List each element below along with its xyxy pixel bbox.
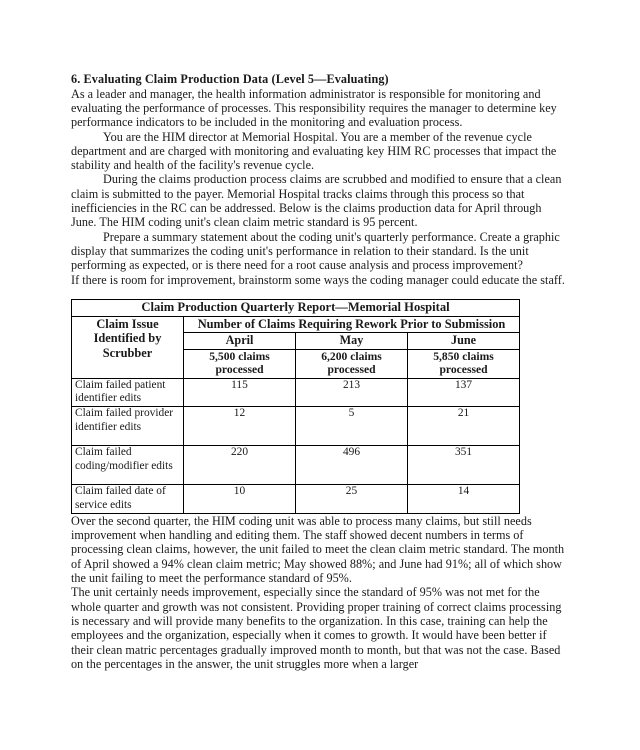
table-row	[72, 446, 520, 485]
row-value-may: 25	[296, 485, 408, 514]
intro-paragraph-3: During the claims production process claims are scrubbed and modified to ensure that a clean claim is submitted to the payer. Memorial Hospital tracks claims through this process so that inefficiencies in the RC can be addressed. Below is the claims production data for April through June. The HIM coding unit's clean claim metric standard is 95 percent.	[71, 172, 562, 230]
intro-paragraph-4: Prepare a summary statement about the coding unit's quarterly performance. Create a graphic display that summarizes the coding unit's performance in relation to their standard. Is the unit performing as expected, or is there need for a root cause analysis and process improvement?	[71, 229, 560, 273]
table-row	[72, 485, 520, 514]
row-label: Claim failed coding/modifier edits	[72, 446, 184, 485]
table-stub-header: Claim Issue Identified by Scrubber	[72, 316, 184, 378]
table-volume-june: 5,850 claims processed	[408, 349, 520, 378]
intro-paragraph-2: You are the HIM director at Memorial Hospital. You are a member of the revenue cycle department and are charged with monitoring and evaluating key HIM RC processes that impact the stability and health of the facility's revenue cycle.	[71, 129, 557, 173]
intro-final-line: If there is room for improvement, brainstorm some ways the coding manager could educate the staff.	[71, 272, 565, 287]
row-value-june: 137	[408, 378, 520, 407]
answer-paragraph-2: The unit certainly needs improvement, especially since the standard of 95% was not met for the whole quarter and growth was not consistent. Providing proper training of correct claims processing is necessary and will provide many benefits to the organization. In this case, training can help the employees and the organization, especially when it comes to growth. It would have been better if their clean matric percentages gradually improved month to month, but that was not the case. Based on the percentages in the answer, the unit struggles more when a larger	[71, 585, 562, 671]
row-value-may: 213	[296, 378, 408, 407]
row-value-april: 220	[184, 446, 296, 485]
table-row	[72, 407, 520, 446]
answer-paragraph-1: Over the second quarter, the HIM coding unit was able to process many claims, but still needs improvement when handling and editing them. The staff showed decent numbers in terms of processing clean claims, however, the unit failed to meet the clean claim metric standard. The month of April showed a 94% clean claim metric; May showed 88%; and June had 91%; all of which show the unit failing to meet the performance standard of 95%.	[71, 513, 565, 586]
row-label: Claim failed patient identifier edits	[72, 378, 184, 407]
intro-paragraph-1: As a leader and manager, the health information administrator is responsible for monitoring and evaluating the performance of processes. This responsibility requires the manager to determine key performance indicators to be included in the monitoring and evaluation process.	[71, 86, 557, 130]
row-label: Claim failed provider identifier edits	[72, 407, 184, 446]
table-volume-may: 6,200 claims processed	[296, 349, 408, 378]
row-value-april: 115	[184, 378, 296, 407]
row-value-june: 351	[408, 446, 520, 485]
row-value-june: 21	[408, 407, 520, 446]
table-row	[72, 378, 520, 407]
table-month-may: May	[296, 333, 408, 349]
table-title: Claim Production Quarterly Report—Memorial Hospital	[72, 299, 520, 316]
row-value-may: 5	[296, 407, 408, 446]
row-value-june: 14	[408, 485, 520, 514]
page-title: 6. Evaluating Claim Production Data (Level 5—Evaluating)	[71, 72, 389, 86]
row-value-april: 10	[184, 485, 296, 514]
claim-production-table	[71, 299, 520, 514]
table-title-row	[72, 299, 520, 316]
row-label: Claim failed date of service edits	[72, 485, 184, 514]
table-volume-april: 5,500 claims processed	[184, 349, 296, 378]
table-month-june: June	[408, 333, 520, 349]
table-group-header-row	[72, 316, 520, 333]
table-month-april: April	[184, 333, 296, 349]
table-group-header: Number of Claims Requiring Rework Prior to Submission	[184, 316, 520, 333]
row-value-april: 12	[184, 407, 296, 446]
row-value-may: 496	[296, 446, 408, 485]
